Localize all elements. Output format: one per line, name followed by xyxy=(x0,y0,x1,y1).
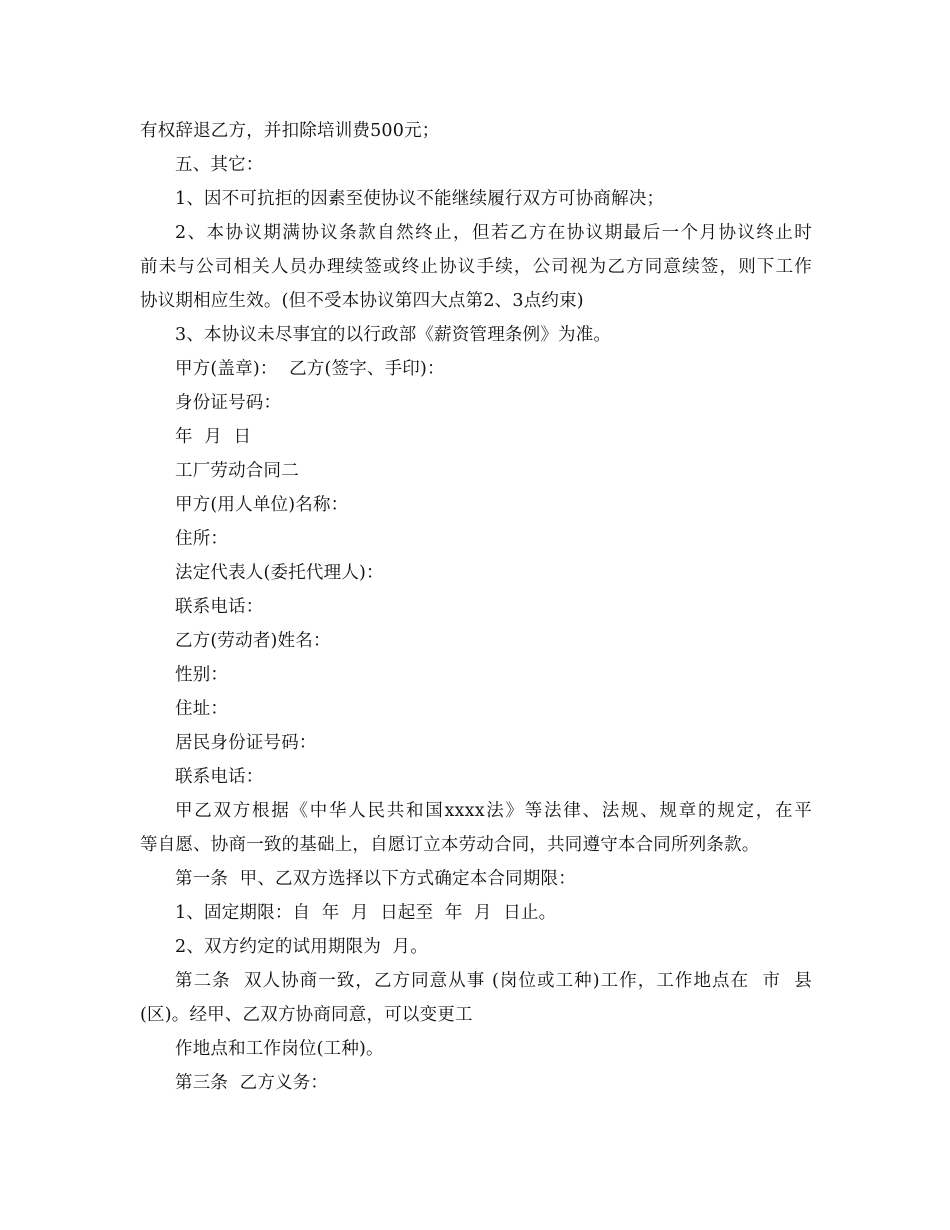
text-line: 前未与公司相关人员办理续签或终止协议手续，公司视为乙方同意续签，则下工作 xyxy=(140,257,812,277)
text-line: 住所： xyxy=(175,529,229,549)
text-line: (区)。经甲、乙双方协商同意，可以变更工 xyxy=(140,1005,473,1025)
text-line: 2、双方约定的试用期限为 月。 xyxy=(175,937,428,957)
text-line: 住址： xyxy=(175,699,229,719)
article-heading: 第二条 双人协商一致，乙方同意从事 (岗位或工种)工作，工作地点在 市 县 xyxy=(175,971,812,991)
text-line: 作地点和工作岗位(工种)。 xyxy=(175,1039,384,1059)
text-line: 甲乙双方根据《中华人民共和国xxxx法》等法律、法规、规章的规定，在平 xyxy=(175,801,812,821)
text-line: 有权辞退乙方，并扣除培训费500元； xyxy=(140,121,440,141)
text-line: 1、固定期限：自 年 月 日起至 年 月 日止。 xyxy=(175,903,557,923)
text-line: 1、因不可抗拒的因素至使协议不能继续履行双方可协商解决； xyxy=(175,189,665,209)
text-line: 联系电话： xyxy=(175,597,264,617)
text-line: 乙方(劳动者)姓名： xyxy=(175,631,331,651)
text-line: 2、本协议期满协议条款自然终止，但若乙方在协议期最后一个月协议终止时 xyxy=(175,223,812,243)
contract-title: 工厂劳动合同二 xyxy=(175,461,299,481)
text-line: 身份证号码： xyxy=(175,393,282,413)
text-line: 等自愿、协商一致的基础上，自愿订立本劳动合同，共同遵守本合同所列条款。 xyxy=(140,835,760,855)
signature-line: 甲方(盖章)： 乙方(签字、手印)： xyxy=(175,359,445,379)
text-line: 3、本协议未尽事宜的以行政部《薪资管理条例》为准。 xyxy=(175,325,612,345)
text-line: 性别： xyxy=(175,665,229,685)
text-line: 协议期相应生效。(但不受本协议第四大点第2、3点约束) xyxy=(140,291,584,311)
text-line: 联系电话： xyxy=(175,767,264,787)
section-heading: 五、其它： xyxy=(175,155,264,175)
date-line: 年 月 日 xyxy=(175,427,252,447)
text-line: 法定代表人(委托代理人)： xyxy=(175,563,384,583)
article-heading: 第一条 甲、乙双方选择以下方式确定本合同期限： xyxy=(175,869,576,889)
text-line: 甲方(用人单位)名称： xyxy=(175,495,349,515)
text-line: 居民身份证号码： xyxy=(175,733,317,753)
article-heading: 第三条 乙方义务： xyxy=(175,1073,329,1093)
